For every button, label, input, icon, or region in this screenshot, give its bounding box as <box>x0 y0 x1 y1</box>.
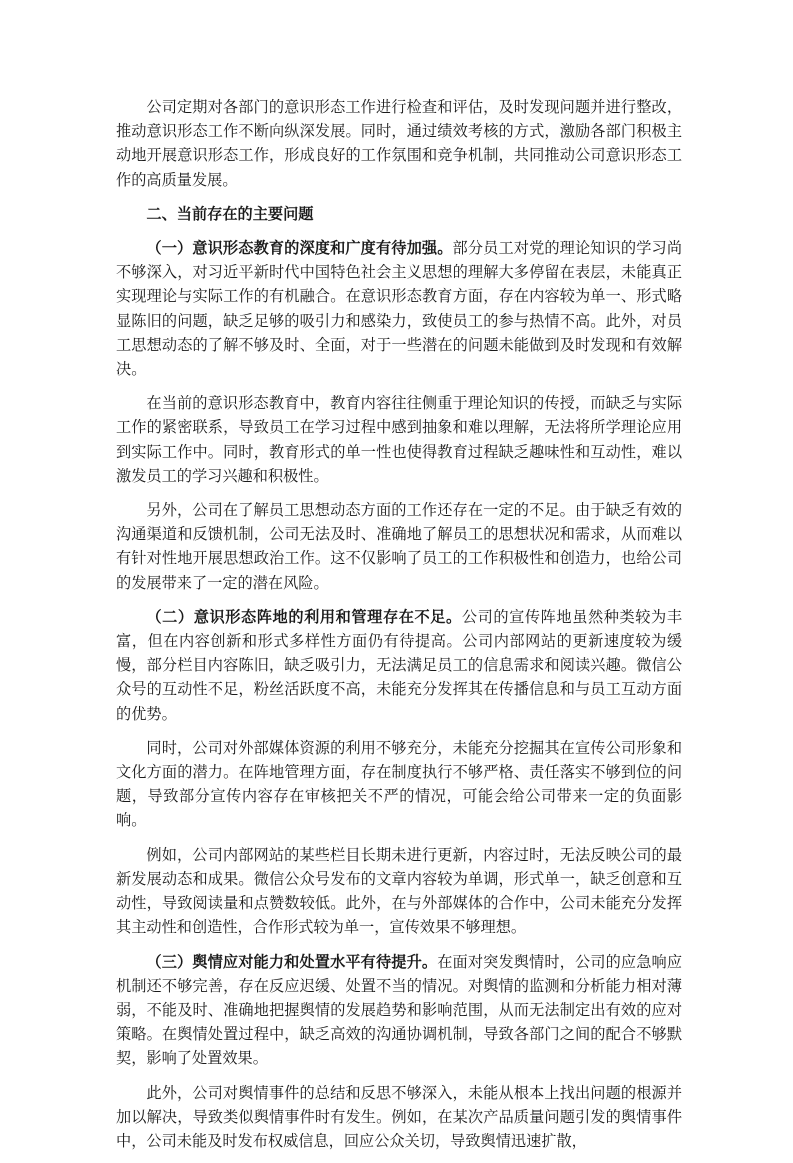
paragraph-external-media: 同时，公司对外部媒体资源的利用不够充分，未能充分挖掘其在宣传公司形象和文化方面的潜力。在阵地管理方面，存在制度执行不够严格、责任落实不够到位的问题，导致部分宣传内容存在审核把关不严的情况，可能会给公司带来一定的负面影响。 <box>116 738 682 830</box>
issue-3-heading: （三）舆情应对能力和处置水平有待提升。 <box>146 952 438 971</box>
paragraph-examples: 例如，公司内部网站的某些栏目长期未进行更新，内容过时，无法反映公司的最新发展动态和成果。微信公众号发布的文章内容较为单调，形式单一，缺乏创意和互动性，导致阅读量和点赞数较低。此外，在与外部媒体的合作中，公司未能充分发挥其主动性和创造性，合作形式较为单一，宣传效果不够理想。 <box>116 845 682 937</box>
paragraph-issue-2 <box>116 605 682 726</box>
issue-1-heading: （一）意识形态教育的深度和广度有待加强。 <box>146 239 453 258</box>
issue-3-text: 在面对突发舆情时，公司的应急响应机制还不够完善，存在反应迟缓、处置不当的情况。对舆情的监测和分析能力相对薄弱，不能及时、准确地把握舆情的发展趋势和影响范围，从而无法制定出有效的应对策略。在舆情处置过程中，缺乏高效的沟通协调机制，导致各部门之间的配合不够默契，影响了处置效果。 <box>116 952 683 1068</box>
paragraph-inspection: 公司定期对各部门的意识形态工作进行检查和评估，及时发现问题并进行整改，推动意识形态工作不断向纵深发展。同时，通过绩效考核的方式，激励各部门积极主动地开展意识形态工作，形成良好的工作氛围和竞争机制，共同推动公司意识形态工作的高质量发展。 <box>116 98 682 189</box>
paragraph-issue-1 <box>116 236 682 381</box>
paragraph-education-content: 在当前的意识形态教育中，教育内容往往侧重于理论知识的传授，而缺乏与实际工作的紧密联系，导致员工在学习过程中感到抽象和难以理解，无法将所学理论应用到实际工作中。同时，教育形式的单一性也使得教育过程缺乏趣味性和互动性，难以激发员工的学习兴趣和积极性。 <box>116 394 682 485</box>
paragraph-thought-dynamics: 另外，公司在了解员工思想动态方面的工作还存在一定的不足。由于缺乏有效的沟通渠道和反馈机制，公司无法及时、准确地了解员工的思想状况和需求，从而难以有针对性地开展思想政治工作。这不仅影响了员工的工作积极性和创造力，也给公司的发展带来了一定的潜在风险。 <box>116 501 682 592</box>
issue-1-text: 部分员工对党的理论知识的学习尚不够深入，对习近平新时代中国特色社会主义思想的理解大多停留在表层，未能真正实现理论与实际工作的有机融合。在意识形态教育方面，存在内容较为单一、形式略显陈旧的问题，缺乏足够的吸引力和感染力，致使员工的参与热情不高。此外，对员工思想动态的了解不够及时、全面，对于一些潜在的问题未能做到及时发现和有效解决。 <box>116 239 683 379</box>
paragraph-summary-reflection: 此外，公司对舆情事件的总结和反思不够深入，未能从根本上找出问题的根源并加以解决，导致类似舆情事件时有发生。例如，在某次产品质量问题引发的舆情事件中，公司未能及时发布权威信息，回应公众关切，导致舆情迅速扩散， <box>116 1083 682 1150</box>
document-page <box>116 95 682 1163</box>
paragraph-issue-3 <box>116 950 682 1071</box>
issue-2-text: 公司的宣传阵地虽然种类较为丰富，但在内容创新和形式多样性方面仍有待提高。公司内部网站的更新速度较为缓慢，部分栏目内容陈旧，缺乏吸引力，无法满足员工的信息需求和阅读兴趣。微信公众号的互动性不足，粉丝活跃度不高，未能充分发挥其在传播信息和与员工互动方面的优势。 <box>116 607 683 723</box>
section-heading-main-problems: 二、当前存在的主要问题 <box>146 204 314 223</box>
issue-2-heading: （二）意识形态阵地的利用和管理存在不足。 <box>146 607 462 626</box>
